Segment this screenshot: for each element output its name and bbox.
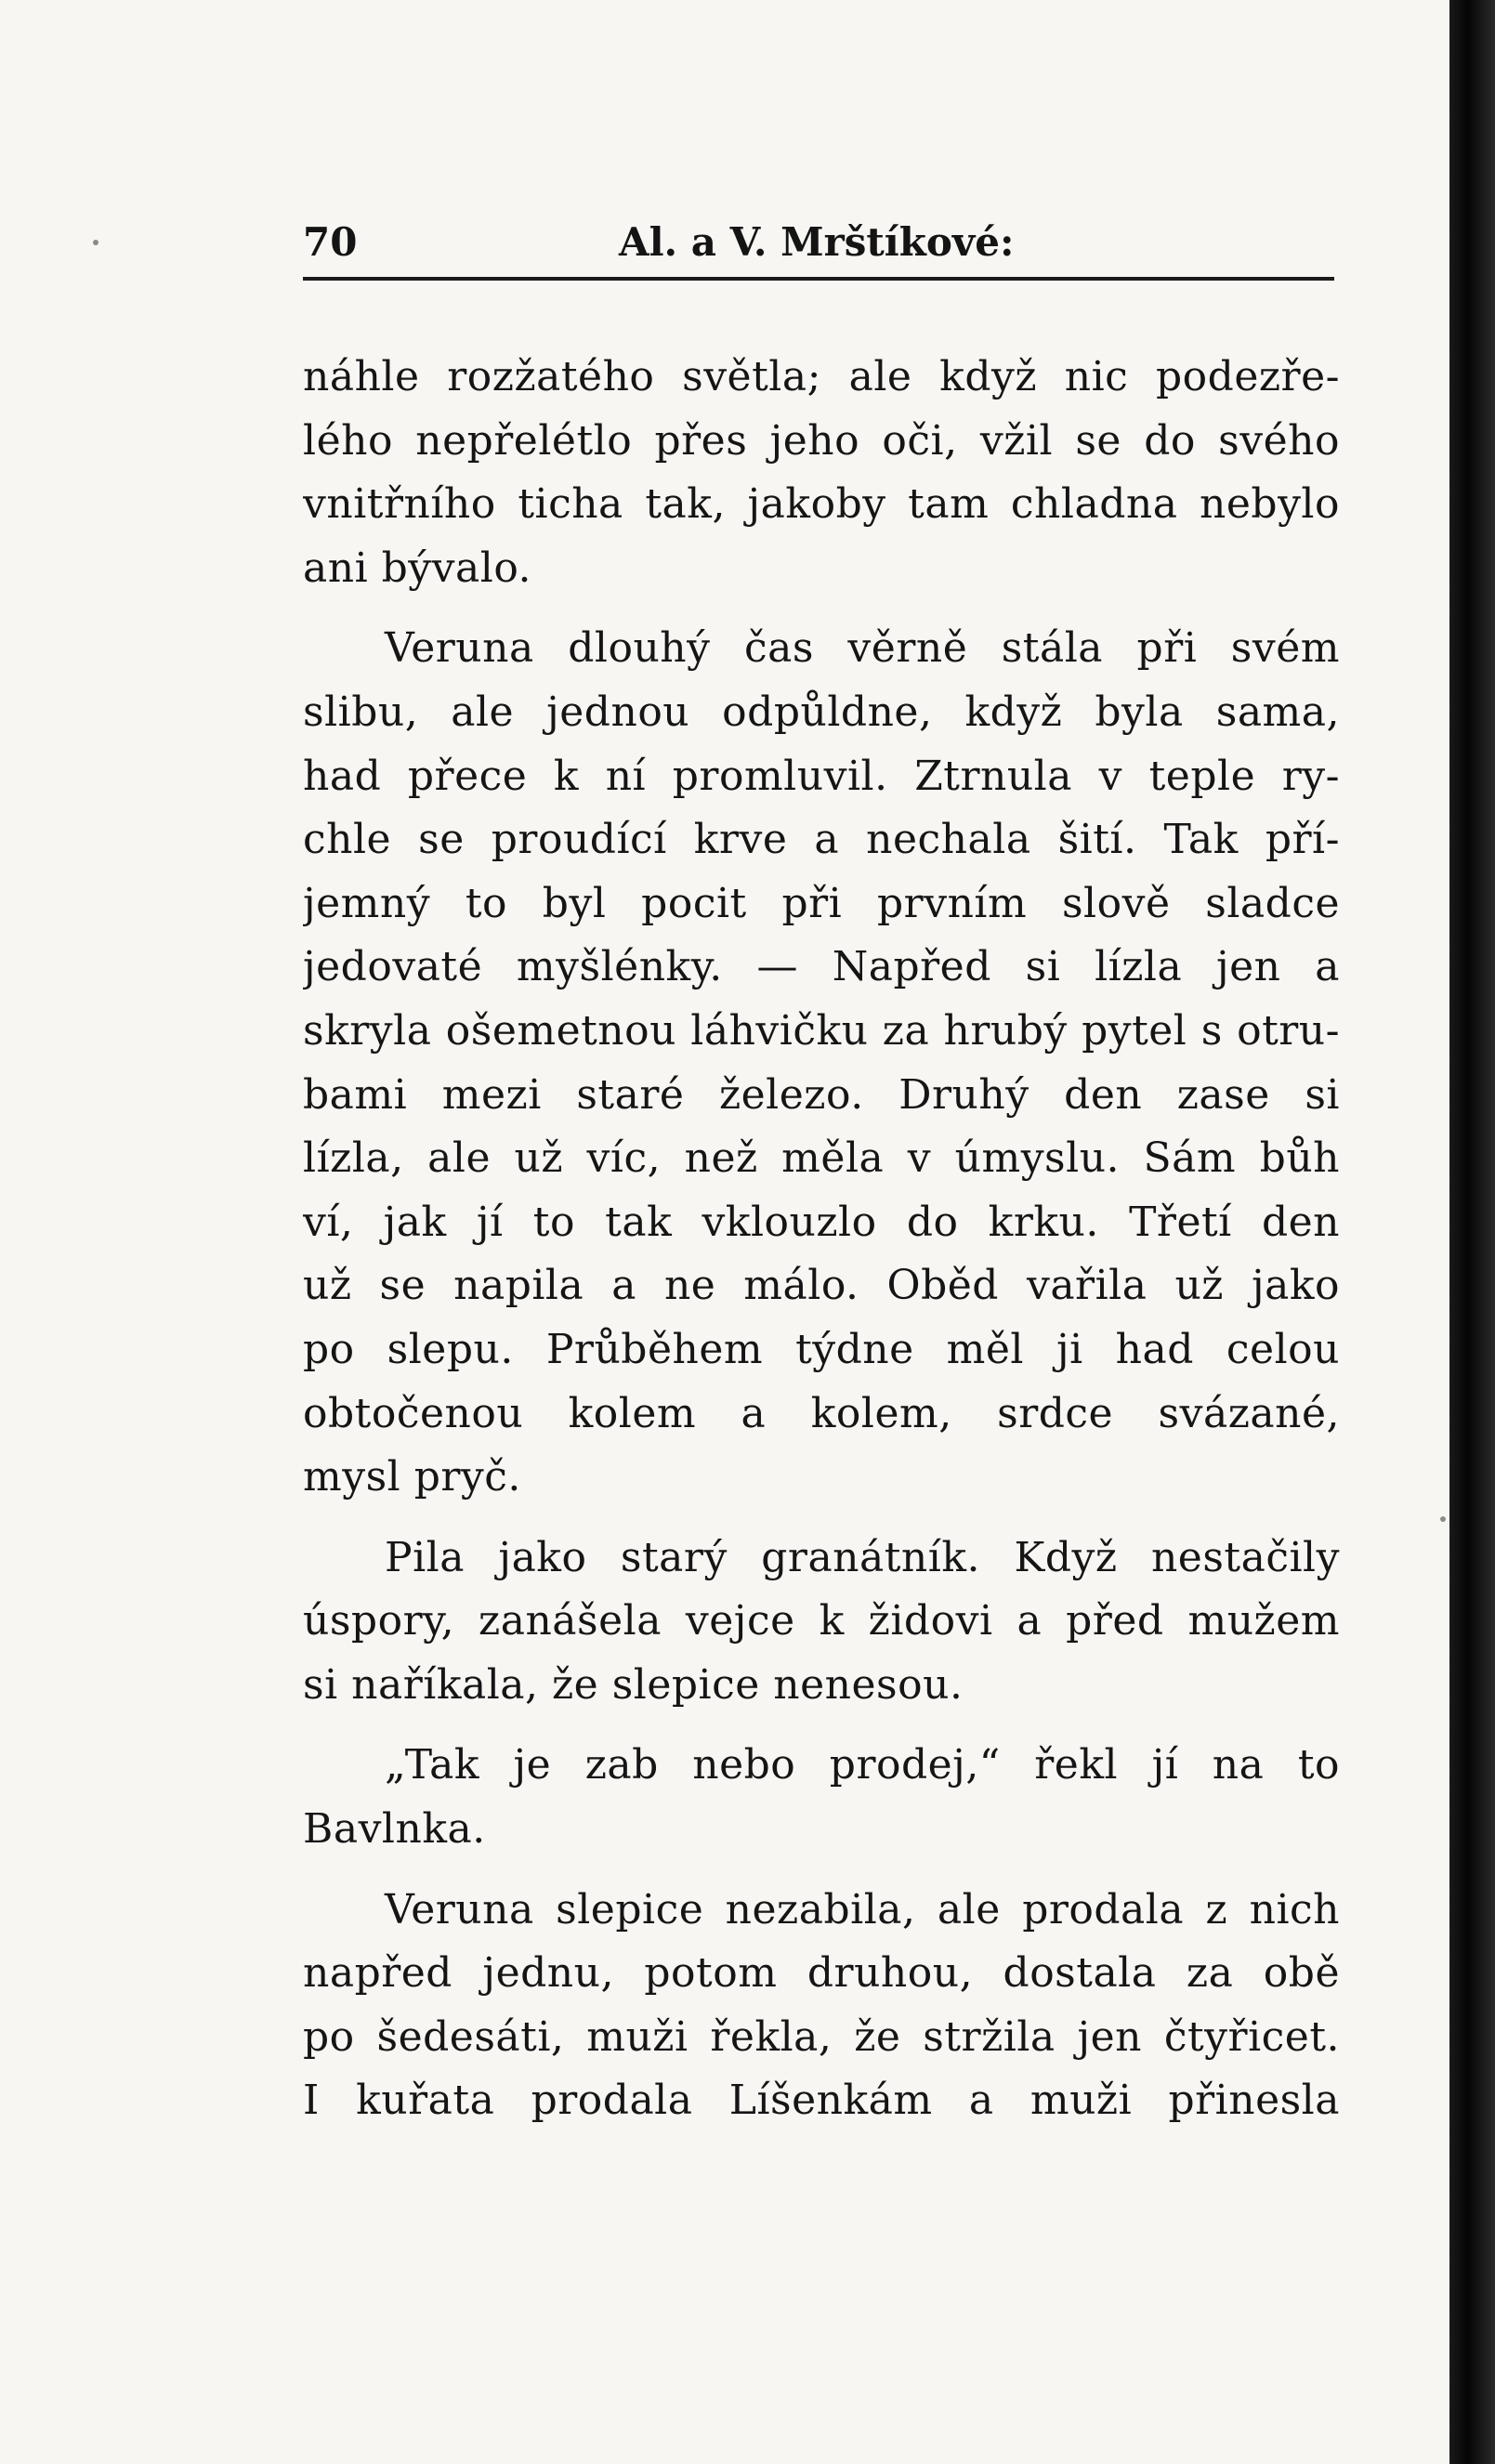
text-line: I kuřata prodala Líšenkám a muži přinesla — [303, 2077, 1340, 2125]
text-line: po šedesáti, muži řekla, že stržila jen čtyřicet. — [303, 2012, 1340, 2061]
text-line: náhle rozžatého světla; ale když nic podezře- — [303, 353, 1340, 400]
text-line: po slepu. Průběhem týdne měl ji had celou — [303, 1325, 1340, 1373]
book-spine-edge — [1449, 0, 1495, 2464]
text-line: jemný to byl pocit při prvním slově sladce — [303, 879, 1340, 927]
text-line: bami mezi staré železo. Druhý den zase si — [303, 1070, 1340, 1119]
text-line: Bavlnka. — [303, 1805, 486, 1854]
text-line: jedovaté myšlénky. — Napřed si lízla jen a — [303, 943, 1340, 991]
text-line: Pila jako starý granátník. Když nestačily — [385, 1533, 1340, 1581]
paper-speck — [1440, 1516, 1446, 1522]
text-line: mysl pryč. — [303, 1453, 521, 1501]
text-line: Veruna dlouhý čas věrně stála při svém — [385, 624, 1340, 673]
text-line: napřed jednu, potom druhou, dostala za obě — [303, 1949, 1340, 1998]
text-line: obtočenou kolem a kolem, srdce svázané, — [303, 1389, 1340, 1437]
text-line: skryla ošemetnou láhvičku za hrubý pytel s otru- — [303, 1006, 1340, 1055]
text-line: vnitřního ticha tak, jakoby tam chladna nebylo — [303, 480, 1340, 529]
text-line: úspory, zanášela vejce k židovi a před mužem — [303, 1597, 1340, 1645]
text-line: ani bývalo. — [303, 544, 532, 592]
text-line: „Tak je zab nebo prodej,“ řekl jí na to — [385, 1741, 1340, 1789]
text-line: had přece k ní promluvil. Ztrnula v teple ry- — [303, 752, 1340, 800]
text-line: už se napila a ne málo. Oběd vařila už jako — [303, 1262, 1340, 1310]
running-title: Al. a V. Mrštíkové: — [619, 219, 1015, 265]
page-header — [303, 210, 1334, 269]
text-line: lízla, ale už víc, než měla v úmyslu. Sám bůh — [303, 1134, 1340, 1183]
page-number: 70 — [303, 219, 358, 265]
body-text — [303, 346, 1340, 2133]
text-line: Veruna slepice nezabila, ale prodala z nich — [385, 1885, 1340, 1933]
paper-speck — [93, 240, 98, 245]
text-line: slibu, ale jednou odpůldne, když byla sama, — [303, 688, 1340, 736]
text-line: si naříkala, že slepice nenesou. — [303, 1660, 964, 1709]
text-line: lého nepřelétlo přes jeho oči, vžil se do svého — [303, 416, 1340, 465]
header-rule — [303, 277, 1334, 281]
text-line: chle se proudící krve a nechala šití. Tak pří- — [303, 816, 1340, 864]
text-line: ví, jak jí to tak vklouzlo do krku. Třetí den — [303, 1198, 1340, 1246]
